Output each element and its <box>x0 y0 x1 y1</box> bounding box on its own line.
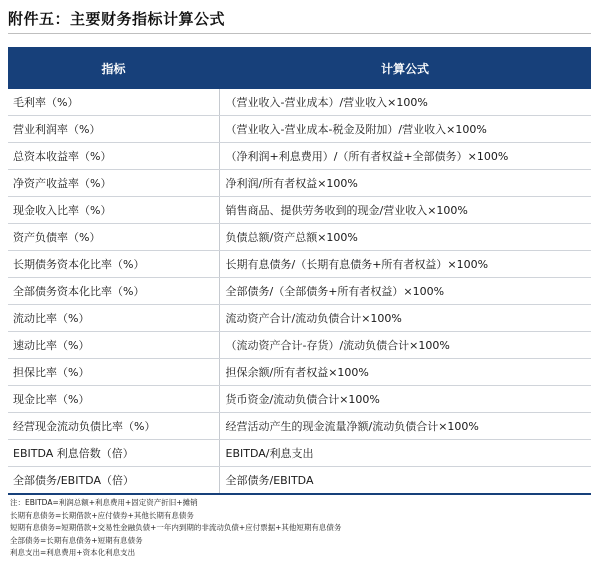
formula-cell: 全部债务/（全部债务+所有者权益）×100% <box>219 278 591 305</box>
table-row <box>8 197 591 224</box>
table-row <box>8 305 591 332</box>
table-row <box>8 170 591 197</box>
indicator-cell: 长期债务资本化比率（%） <box>8 251 219 278</box>
formula-cell: 长期有息债务/（长期有息债务+所有者权益）×100% <box>219 251 591 278</box>
formula-cell: 负债总额/资产总额×100% <box>219 224 591 251</box>
formula-cell: 担保余额/所有者权益×100% <box>219 359 591 386</box>
table-row <box>8 359 591 386</box>
header-indicator: 指标 <box>8 47 219 89</box>
indicator-cell: 总资本收益率（%） <box>8 143 219 170</box>
table-row <box>8 89 591 116</box>
indicator-cell: 现金比率（%） <box>8 386 219 413</box>
indicator-cell: 毛利率（%） <box>8 89 219 116</box>
formula-cell: 销售商品、提供劳务收到的现金/营业收入×100% <box>219 197 591 224</box>
indicator-cell: 经营现金流动负债比率（%） <box>8 413 219 440</box>
indicator-cell: 全部债务资本化比率（%） <box>8 278 219 305</box>
table-row <box>8 413 591 440</box>
formula-cell: （营业收入-营业成本）/营业收入×100% <box>219 89 591 116</box>
footnote-line: 短期有息债务=短期借款+交易性金融负债+一年内到期的非流动负债+应付票据+其他短期有息债务 <box>10 523 342 533</box>
formula-cell: 流动资产合计/流动负债合计×100% <box>219 305 591 332</box>
indicator-cell: 营业利润率（%） <box>8 116 219 143</box>
table-row <box>8 332 591 359</box>
indicator-cell: 全部债务/EBITDA（倍） <box>8 467 219 495</box>
indicator-cell: 净资产收益率（%） <box>8 170 219 197</box>
table-row <box>8 467 591 495</box>
table-row <box>8 386 591 413</box>
indicator-cell: 流动比率（%） <box>8 305 219 332</box>
indicator-cell: 担保比率（%） <box>8 359 219 386</box>
table-row <box>8 278 591 305</box>
indicator-cell: 资产负债率（%） <box>8 224 219 251</box>
table-row <box>8 224 591 251</box>
page-title: 附件五：主要财务指标计算公式 <box>8 10 226 28</box>
indicator-cell: 速动比率（%） <box>8 332 219 359</box>
table-row <box>8 251 591 278</box>
formula-cell: 经营活动产生的现金流量净额/流动负债合计×100% <box>219 413 591 440</box>
formula-cell: 全部债务/EBITDA <box>219 467 591 495</box>
table-row <box>8 116 591 143</box>
footnote-line: 全部债务=长期有息债务+短期有息债务 <box>10 535 143 545</box>
footnotes <box>10 497 590 560</box>
indicator-cell: 现金收入比率（%） <box>8 197 219 224</box>
formula-table <box>8 47 591 495</box>
formula-cell: 净利润/所有者权益×100% <box>219 170 591 197</box>
footnote-line: 利息支出=利息费用+资本化利息支出 <box>10 548 136 558</box>
formula-cell: （净利润+利息费用）/（所有者权益+全部债务）×100% <box>219 143 591 170</box>
table-row <box>8 143 591 170</box>
formula-cell: （流动资产合计-存货）/流动负债合计×100% <box>219 332 591 359</box>
footnote-line: 注：EBITDA=利润总额+利息费用+固定资产折旧+摊销 <box>10 498 198 507</box>
formula-cell: （营业收入-营业成本-税金及附加）/营业收入×100% <box>219 116 591 143</box>
header-formula: 计算公式 <box>219 47 591 89</box>
table-row <box>8 440 591 467</box>
formula-cell: 货币资金/流动负债合计×100% <box>219 386 591 413</box>
formula-cell: EBITDA/利息支出 <box>219 440 591 467</box>
indicator-cell: EBITDA 利息倍数（倍） <box>8 440 219 467</box>
footnote-line: 长期有息债务=长期借款+应付债券+其他长期有息债务 <box>10 510 194 520</box>
table-header-row <box>8 47 591 89</box>
title-divider <box>8 33 591 34</box>
